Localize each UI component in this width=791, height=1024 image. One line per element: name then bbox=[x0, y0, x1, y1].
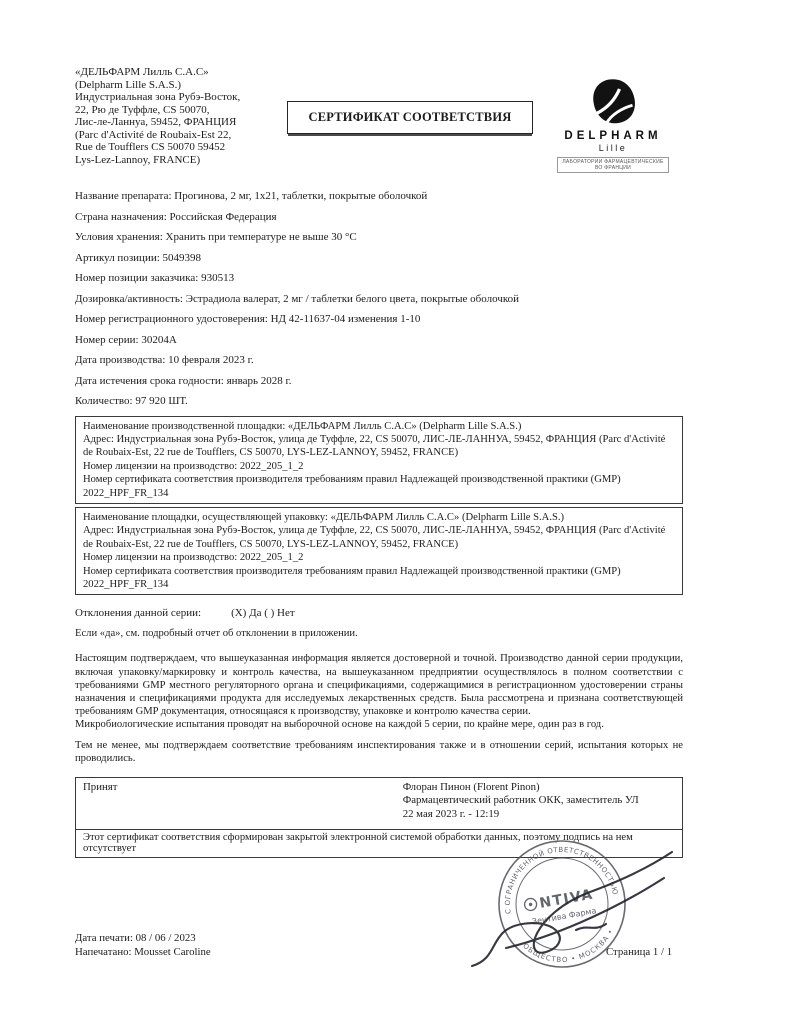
field-value: 5049398 bbox=[162, 251, 202, 264]
electronic-signature-note: Этот сертификат соответствия сформирован закрытой электронной системой обработки данных, поэтому подпись на нем отсутствует bbox=[76, 829, 682, 857]
address-line: Лис-ле-Ланнуа, 59452, ФРАНЦИЯ bbox=[75, 116, 237, 128]
address-line: Rue de Toufflers CS 50070 59452 bbox=[75, 141, 226, 153]
field-value: НД 42-11637-04 изменения 1-10 bbox=[270, 313, 421, 325]
site-line: Адрес: Индустриальная зона Рубэ-Восток, улица де Туффле, 22, CS 50070, ЛИС-ЛЕ-ЛАННУА, 59452, ФРАНЦИЯ (Parc d'Activité de Roubaix-Est, 22 rue de Toufflers, CS 50070, LYS-LEZ-LANNOY, 59452, FRANCE) bbox=[83, 433, 666, 459]
approver-name: Флоран Пинон (Florent Pinon) bbox=[402, 781, 540, 793]
logo-brand-text: DELPHARM bbox=[564, 130, 662, 142]
print-date: Дата печати: 08 / 06 / 2023 bbox=[75, 932, 196, 944]
field-row-expiry-date bbox=[75, 375, 683, 387]
field-value: 30204А bbox=[141, 333, 177, 346]
stamp-brand-text: NTIVA bbox=[538, 886, 595, 912]
stamp-ring-top-text: С ОГРАНИЧЕННОЙ ОТВЕТСТВЕННОСТЬЮ bbox=[503, 845, 620, 915]
site-line: Номер сертификата соответствия производителя требованиям правил Надлежащей производственной практики (GMP) 2022_HPF_FR_134 bbox=[83, 565, 621, 590]
deviations-options: (X) Да ( ) Нет bbox=[231, 607, 295, 620]
page-title: СЕРТИФИКАТ СООТВЕТСТВИЯ bbox=[308, 110, 512, 124]
site-line: Номер лицензии на производство: 2022_205_1_2 bbox=[83, 552, 304, 564]
zentiva-stamp-icon bbox=[448, 826, 684, 990]
site-line: Номер сертификата соответствия производителя требованиям правил Надлежащей производственной практики (GMP) 2022_HPF_FR_134 bbox=[83, 474, 621, 499]
field-label: Дата производства: bbox=[75, 354, 166, 366]
stamp-sun-center-icon bbox=[529, 902, 533, 906]
site-line: Номер лицензии на производство: 2022_205_1_2 bbox=[83, 460, 304, 472]
address-line: «ДЕЛЬФАРМ Лилль С.А.С» bbox=[75, 66, 209, 78]
site-line: Адрес: Индустриальная зона Рубэ-Восток, улица де Туффле, 22, CS 50070, ЛИС-ЛЕ-ЛАННУА, 59452, ФРАНЦИЯ (Parc d'Activité de Roubaix-Est, 22 rue de Toufflers, CS 50070, LYS-LEZ-LANNOY, 59452, FRANCE) bbox=[83, 525, 666, 550]
deviations-note: Если «да», см. подробный отчет об отклонении в приложении. bbox=[75, 628, 358, 640]
field-row-dosage bbox=[75, 293, 683, 305]
printed-by: Напечатано: Mousset Caroline bbox=[75, 945, 211, 958]
approval-top-row bbox=[76, 778, 682, 829]
field-label: Артикул позиции: bbox=[75, 251, 160, 264]
address-line: (Delpharm Lille S.A.S.) bbox=[75, 78, 182, 91]
field-label: Дата истечения срока годности: bbox=[75, 374, 224, 387]
field-value: 930513 bbox=[201, 272, 235, 284]
inspection-note: Тем не менее, мы подтверждаем соответствие требованиям инспектирования также и в отношении серий, испытания которых не проводились. bbox=[75, 739, 683, 764]
address-line: Lys-Lez-Lannoy, FRANCE) bbox=[75, 153, 201, 166]
logo-tagline: ЛАБОРАТОРИИ ФАРМАЦЕВТИЧЕСКИЕ ВО ФРАНЦИИ bbox=[557, 157, 669, 173]
field-label: Дозировка/активность: bbox=[75, 292, 183, 305]
field-label: Номер серии: bbox=[75, 333, 139, 346]
address-line: Индустриальная зона Рубэ-Восток, bbox=[75, 91, 241, 103]
footer bbox=[75, 932, 211, 960]
approver-block bbox=[403, 781, 675, 821]
field-row-registration-number bbox=[75, 313, 683, 325]
stamp-ring-bottom-text: ОБЩЕСТВО • МОСКВА • bbox=[521, 927, 616, 965]
page-number: Страница 1 / 1 bbox=[606, 946, 673, 958]
field-row-article-number bbox=[75, 252, 683, 264]
delpharm-logo-icon bbox=[587, 76, 639, 128]
field-label: Номер регистрационного удостоверения: bbox=[75, 313, 268, 325]
deviations-label: Отклонения данной серии: bbox=[75, 607, 202, 620]
field-row-customer-position bbox=[75, 272, 683, 284]
stamp-subtext: Зентива Фарма bbox=[531, 906, 598, 927]
address-line: 22, Рю де Туффле, CS 50070, bbox=[75, 103, 210, 116]
manufacturer-address-block bbox=[75, 66, 240, 166]
field-value: Прогинова, 2 мг, 1х21, таблетки, покрытые оболочкой bbox=[174, 190, 428, 202]
approver-role: Фармацевтический работник ОКК, заместитель УЛ bbox=[402, 794, 639, 807]
production-site-box bbox=[75, 416, 683, 504]
field-row-storage-conditions bbox=[75, 231, 683, 243]
field-row-quantity bbox=[75, 395, 683, 407]
field-row-destination-country bbox=[75, 211, 683, 223]
field-row-batch-number bbox=[75, 334, 683, 346]
certificate-title-box bbox=[287, 101, 533, 134]
site-line: Наименование производственной площадки: «ДЕЛЬФАРМ Лилль С.А.С» (Delpharm Lille S.A.S.) bbox=[83, 420, 522, 432]
packaging-site-box bbox=[75, 507, 683, 595]
microbiology-note: Микробиологические испытания проводят на выборочной основе на каждой 5 серии, по крайне мере, один раз в год. bbox=[75, 719, 604, 731]
address-line: (Parc d'Activité de Roubaix-Est 22, bbox=[75, 128, 232, 141]
confirmation-paragraph: Настоящим подтверждаем, что вышеуказанная информация является достоверной и точной. Производство данной серии продукции, включая упаковку/маркировку и контроль качества, на вышеуказанном предприятии осуществлялось в полном соответствии с требованиями GMP местного регуляторного органа и спецификациями, содержащимися в регистрационном удостоверении страны назначения и спецификациями продукта для исследуемых лекарственных средств. Была рассмотрена и признана соответствующей требованиям GMP документация, относящаяся к производству, упаковке и контролю качества серии. bbox=[75, 653, 683, 718]
field-label: Страна назначения: bbox=[75, 210, 167, 223]
field-value: Эстрадиола валерат, 2 мг / таблетки белого цвета, покрытые оболочкой bbox=[185, 292, 520, 305]
field-value: Российская Федерация bbox=[169, 210, 277, 223]
field-row-product-name bbox=[75, 190, 683, 202]
field-row-production-date bbox=[75, 354, 683, 366]
field-value: 97 920 ШТ. bbox=[135, 395, 188, 407]
field-label: Название препарата: bbox=[75, 190, 172, 202]
company-logo bbox=[545, 76, 681, 173]
field-label: Номер позиции заказчика: bbox=[75, 272, 199, 284]
approval-datetime: 22 мая 2023 г. - 12:19 bbox=[402, 807, 500, 820]
certificate-body bbox=[75, 190, 683, 858]
deviations-row bbox=[75, 607, 683, 619]
field-label: Условия хранения: bbox=[75, 231, 163, 243]
field-value: Хранить при температуре не выше 30 °С bbox=[165, 231, 357, 243]
site-line: Наименование площадки, осуществляющей упаковку: «ДЕЛЬФАРМ Лилль С.А.С» (Delpharm Lille S.A.S.) bbox=[83, 511, 565, 523]
field-value: 10 февраля 2023 г. bbox=[168, 354, 254, 366]
approval-status: Принят bbox=[83, 781, 118, 793]
field-value: январь 2028 г. bbox=[226, 374, 292, 387]
logo-site-text: Lille bbox=[598, 143, 628, 153]
field-label: Количество: bbox=[75, 395, 133, 407]
